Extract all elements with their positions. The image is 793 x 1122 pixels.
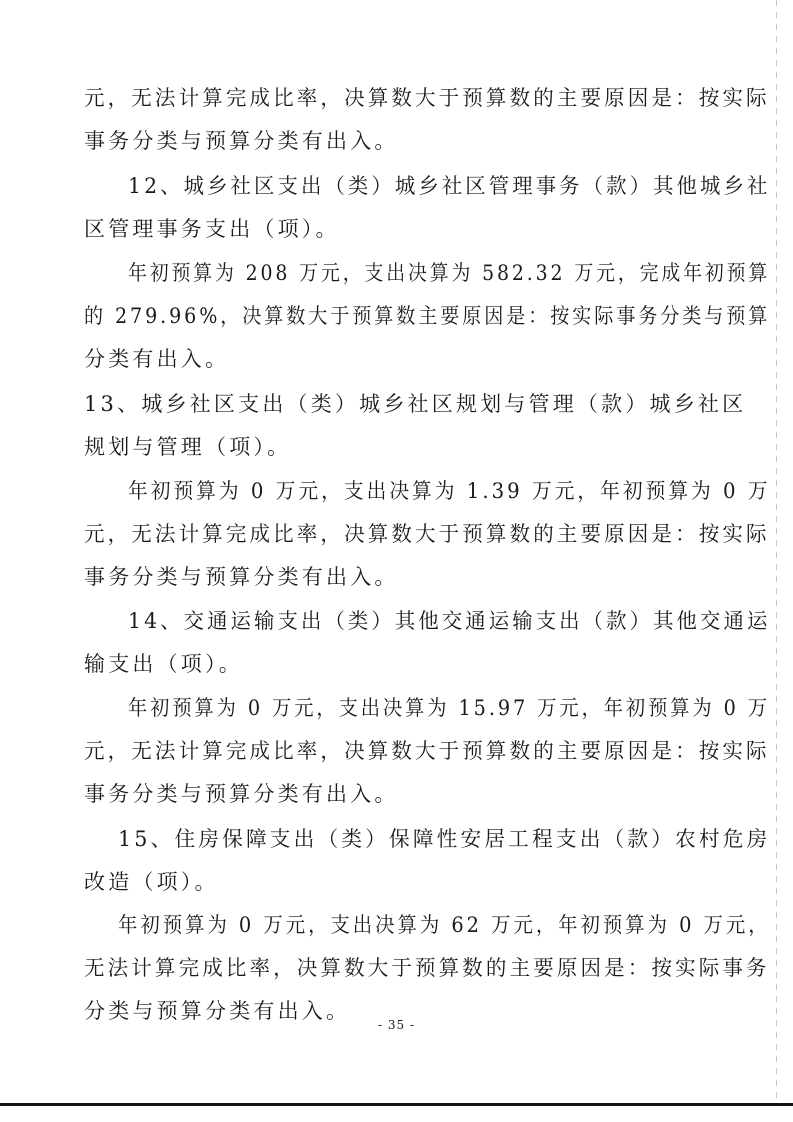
section-heading-12: 12、城乡社区支出（类）城乡社区管理事务（款）其他城乡社 (128, 174, 771, 198)
body-text-line: 年初预算为 0 万元，支出决算为 15.97 万元，年初预算为 0 万 (128, 696, 771, 720)
body-text-line: 元，无法计算完成比率，决算数大于预算数的主要原因是：按实际 (84, 739, 770, 763)
body-text-line: 年初预算为 208 万元，支出决算为 582.32 万元，完成年初预算 (128, 261, 771, 285)
body-text-line: 分类与预算分类有出入。 (84, 999, 351, 1023)
body-text-line: 年初预算为 0 万元，支出决算为 1.39 万元，年初预算为 0 万 (128, 479, 771, 503)
scan-edge-bottom-line (0, 1103, 793, 1106)
body-text-line: 分类有出入。 (84, 347, 230, 371)
section-heading-14: 14、交通运输支出（类）其他交通运输支出（款）其他交通运 (128, 609, 771, 633)
body-text-line: 事务分类与预算分类有出入。 (84, 129, 399, 153)
section-heading-14-cont: 输支出（项）。 (84, 652, 243, 676)
body-text-line: 年初预算为 0 万元，支出决算为 62 万元，年初预算为 0 万元， (118, 913, 771, 937)
body-text-line: 的 279.96%，决算数大于预算数主要原因是：按实际事务分类与预算 (84, 304, 771, 328)
section-heading-15: 15、住房保障支出（类）保障性安居工程支出（款）农村危房 (118, 827, 771, 851)
page-number: - 35 - (377, 1018, 415, 1032)
body-text-line: 元，无法计算完成比率，决算数大于预算数的主要原因是：按实际 (84, 522, 770, 546)
scan-edge-divider (776, 0, 777, 1100)
body-text-line: 无法计算完成比率，决算数大于预算数的主要原因是：按实际事务 (84, 956, 770, 980)
section-heading-15-cont: 改造（项）。 (84, 870, 219, 894)
section-heading-12-cont: 区管理事务支出（项）。 (84, 217, 340, 241)
section-heading-13: 13、城乡社区支出（类）城乡社区规划与管理（款）城乡社区 (84, 392, 747, 416)
body-text-line: 元，无法计算完成比率，决算数大于预算数的主要原因是：按实际 (84, 86, 770, 110)
section-heading-13-cont: 规划与管理（项）。 (84, 435, 292, 459)
body-text-line: 事务分类与预算分类有出入。 (84, 782, 399, 806)
body-text-line: 事务分类与预算分类有出入。 (84, 565, 399, 589)
